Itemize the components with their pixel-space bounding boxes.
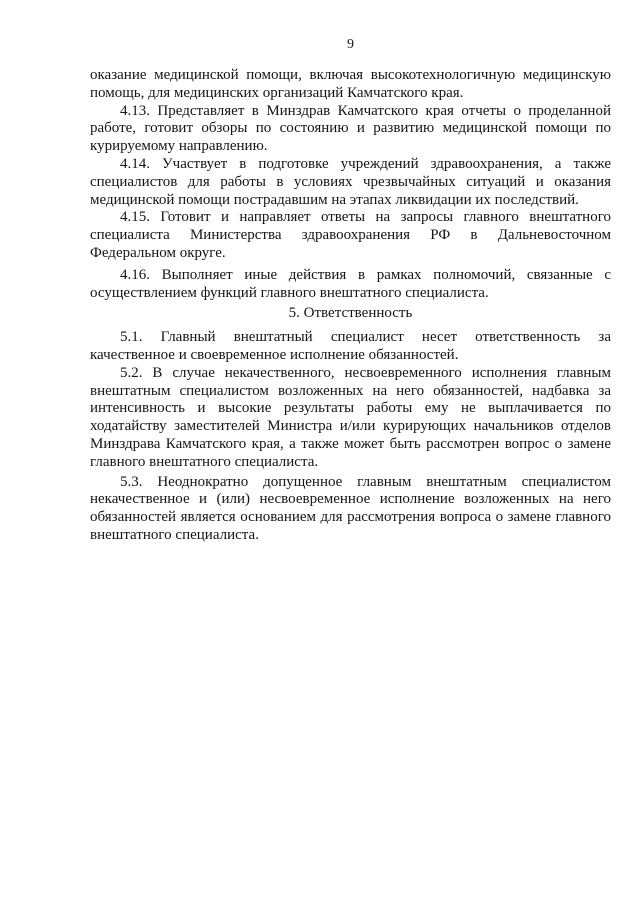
- paragraph-4-15: [90, 209, 611, 262]
- document-body: [90, 67, 611, 545]
- text-line: Федеральном округе.: [90, 244, 226, 261]
- text-line: главного внештатного специалиста.: [90, 453, 319, 470]
- text-line: осуществлением функций главного внештатного специалиста.: [90, 284, 489, 301]
- text-line: внештатного специалиста.: [90, 526, 259, 543]
- text-line: внештатным специалистом возложенных на него обязанностей, надбавка за: [90, 382, 611, 399]
- paragraph-5-1: [90, 329, 611, 365]
- text-line: работе, готовит обзоры по состоянию и развитию медицинской помощи по: [90, 120, 611, 137]
- text-line: оказание медицинской помощи, включая высокотехнологичную медицинскую: [90, 67, 611, 83]
- paragraph-5-3: [90, 474, 611, 545]
- text-line: специалистов для работы в условиях чрезвычайных ситуаций и оказания: [90, 173, 611, 190]
- text-line: 4.13. Представляет в Минздрав Камчатского края отчеты о проделанной: [120, 102, 611, 119]
- paragraph-4-14: [90, 156, 611, 209]
- text-line: 4.14. Участвует в подготовке учреждений здравоохранения, а также: [120, 155, 611, 172]
- paragraph-5-2: [90, 365, 611, 472]
- text-line: 4.15. Готовит и направляет ответы на запросы главного внештатного: [120, 209, 611, 226]
- text-line: медицинской помощи пострадавшим на этапах ликвидации их последствий.: [90, 191, 579, 208]
- text-line: интенсивность и высокие результаты работы ему не выплачивается по: [90, 400, 611, 417]
- text-line: некачественное и (или) несвоевременное исполнение возложенных на него: [90, 491, 611, 508]
- text-line: 5.2. В случае некачественного, несвоевременного исполнения главным: [120, 364, 611, 381]
- text-line: обязанностей является основанием для рассмотрения вопроса о замене главного: [90, 509, 611, 526]
- text-line: Минздрава Камчатского края, а также может быть рассмотрен вопрос о замене: [90, 435, 611, 452]
- text-line: 5.1. Главный внештатный специалист несет ответственность за: [120, 329, 611, 346]
- text-line: специалиста Министерства здравоохранения РФ в Дальневосточном: [90, 227, 611, 244]
- text-line: 4.16. Выполняет иные действия в рамках полномочий, связанные с: [120, 266, 611, 283]
- page-number: 9: [347, 37, 354, 52]
- section-heading: 5. Ответственность: [288, 305, 413, 322]
- text-line: качественное и своевременное исполнение обязанностей.: [90, 346, 459, 363]
- text-line: помощь, для медицинских организаций Камчатского края.: [90, 84, 464, 101]
- text-line: ходатайству заместителей Министра и/или курирующих начальников отделов: [90, 418, 611, 435]
- text-line: курируемому направлению.: [90, 138, 268, 155]
- paragraph-4-16: [90, 267, 611, 303]
- paragraph-continuation: [90, 67, 611, 103]
- paragraph-4-13: [90, 103, 611, 156]
- text-line: 5.3. Неоднократно допущенное главным внештатным специалистом: [120, 473, 611, 490]
